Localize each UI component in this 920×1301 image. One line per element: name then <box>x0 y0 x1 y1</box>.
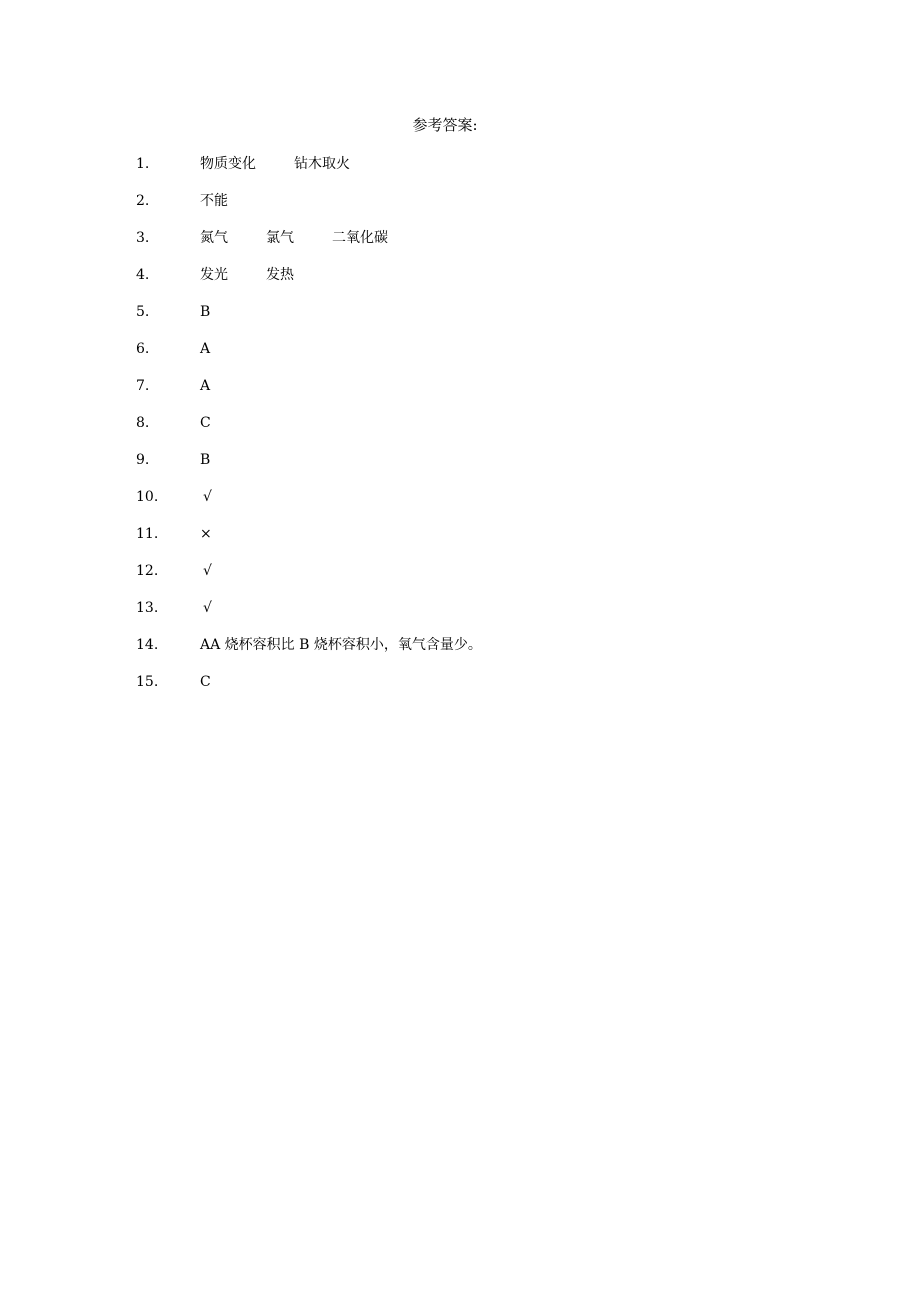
answer-content <box>200 524 250 544</box>
answer-content <box>200 487 250 507</box>
answer-text: 发光 <box>200 266 228 283</box>
answer-number: 8. <box>136 414 150 431</box>
answer-text: A <box>200 377 211 394</box>
answer-content <box>200 302 248 322</box>
answer-text: B <box>200 303 211 320</box>
answer-number: 1. <box>136 155 150 172</box>
page-title: 参考答案: <box>412 116 478 134</box>
answer-text: AA 烧杯容积比 B 烧杯容积小，氧气含量少。 <box>200 636 482 653</box>
answer-content <box>200 672 249 692</box>
answer-row <box>136 367 836 404</box>
answer-text: 钻木取火 <box>294 155 350 172</box>
answer-number: 11. <box>136 525 159 542</box>
answer-row <box>136 219 836 256</box>
answer-row <box>136 293 836 330</box>
answer-content <box>200 376 248 396</box>
answer-content <box>200 228 426 248</box>
answer-content <box>200 635 520 655</box>
answer-content <box>200 154 388 174</box>
answer-list <box>136 145 836 700</box>
answer-number: 6. <box>136 340 150 357</box>
check-mark: √ <box>203 562 212 579</box>
answer-text: C <box>200 414 211 431</box>
answer-number: 9. <box>136 451 150 468</box>
answer-text: 不能 <box>200 192 228 209</box>
answer-row <box>136 330 836 367</box>
answer-number: 3. <box>136 229 150 246</box>
answer-number: 5. <box>136 303 150 320</box>
answer-row <box>136 552 836 589</box>
answer-row <box>136 145 836 182</box>
answer-content <box>200 413 249 433</box>
answer-number: 7. <box>136 377 150 394</box>
answer-number: 4. <box>136 266 150 283</box>
answer-text: B <box>200 451 211 468</box>
answer-text: 物质变化 <box>200 155 256 172</box>
answer-number: 13. <box>136 599 159 616</box>
answer-number: 2. <box>136 192 150 209</box>
answer-content <box>200 450 248 470</box>
answer-row <box>136 404 836 441</box>
answer-row <box>136 478 836 515</box>
answer-content <box>200 339 248 359</box>
answer-row <box>136 663 836 700</box>
answer-number: 15. <box>136 673 159 690</box>
answer-number: 12. <box>136 562 159 579</box>
answer-text: C <box>200 673 211 690</box>
answer-row <box>136 441 836 478</box>
cross-mark: × <box>200 525 212 542</box>
check-mark: √ <box>203 488 212 505</box>
answer-row <box>136 589 836 626</box>
answer-row <box>136 256 836 293</box>
answer-content <box>200 561 250 581</box>
answer-content <box>200 598 250 618</box>
check-mark: √ <box>203 599 212 616</box>
answer-number: 14. <box>136 636 159 653</box>
answer-text: 发热 <box>266 266 294 283</box>
answer-number: 10. <box>136 488 159 505</box>
answer-row <box>136 626 836 663</box>
answer-content <box>200 265 332 285</box>
answer-text: 氯气 <box>266 229 294 246</box>
answer-text: A <box>200 340 211 357</box>
answer-row <box>136 182 836 219</box>
answer-text: 氮气 <box>200 229 228 246</box>
answer-row <box>136 515 836 552</box>
answer-content <box>200 191 266 211</box>
answer-text: 二氧化碳 <box>332 229 388 246</box>
